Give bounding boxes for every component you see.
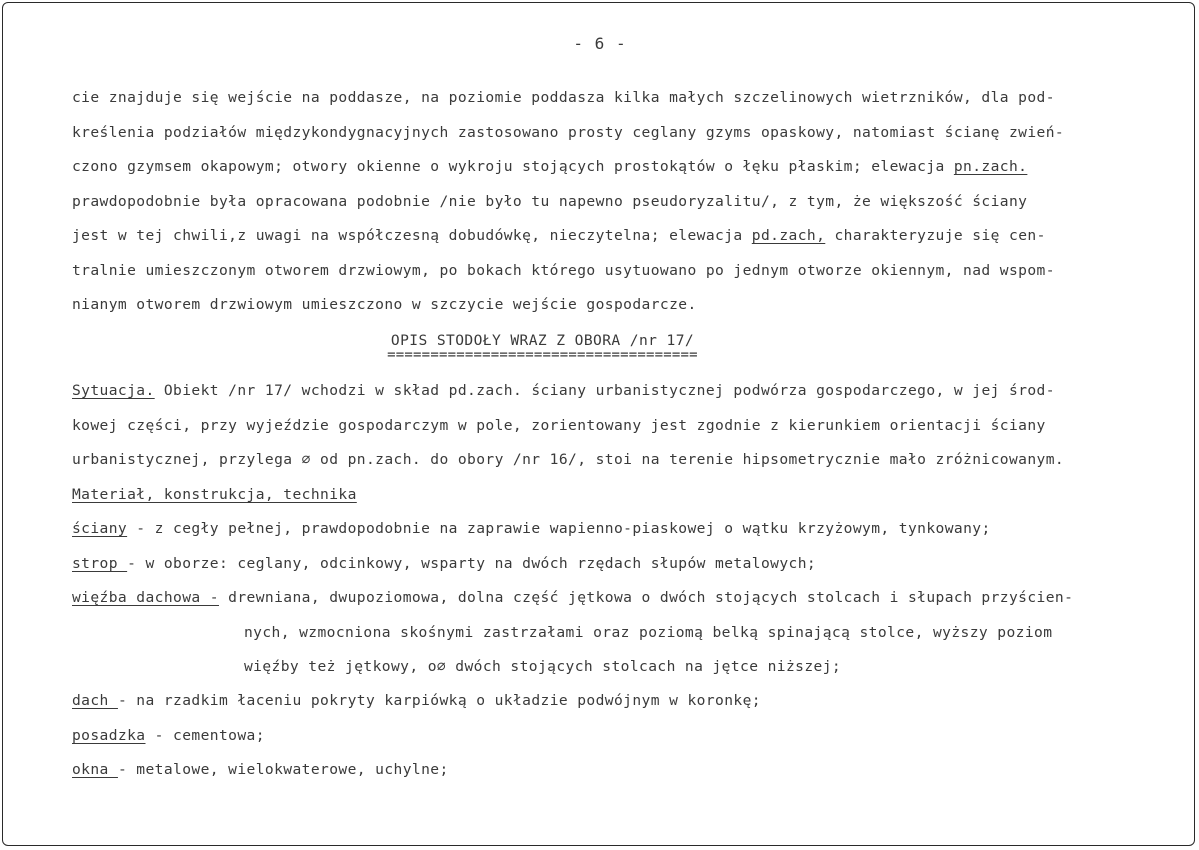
material-label: więźba dachowa - <box>72 589 219 606</box>
material-label: posadzka <box>72 727 146 744</box>
material-continuation: więźby też jętkowy, o⌀ dwóch stojących stolcach na jętce niższej; <box>244 658 842 675</box>
sytuacja-label: Sytuacja. <box>72 382 155 399</box>
material-text: - na rzadkim łaceniu pokryty karpiówką o układzie podwójnym w koronkę; <box>117 692 761 709</box>
material-item <box>72 555 816 572</box>
material-text: - metalowe, wielokwaterowe, uchylne; <box>117 761 449 778</box>
term-pd-zach: pd.zach, <box>751 227 826 244</box>
paragraph-line: prawdopodobnie była opracowana podobnie /nie było tu napewno pseudoryzalitu/, z tym, że większość ściany <box>72 193 1028 210</box>
paragraph-line <box>72 158 1027 175</box>
page-number: - 6 - <box>573 34 627 53</box>
material-label: okna <box>72 761 118 778</box>
material-label: dach <box>72 692 118 709</box>
material-item <box>72 520 991 537</box>
term-pn-zach: pn.zach. <box>953 158 1028 175</box>
material-item <box>72 692 761 709</box>
paragraph-line: nianym otworem drzwiowym umieszczono w szczycie wejście gospodarcze. <box>72 296 697 313</box>
sytuacja-line: kowej części, przy wyjeździe gospodarczym w pole, zorientowany jest zgodnie z kierunkiem orientacji ściany <box>72 417 1046 434</box>
material-label: strop <box>72 555 128 572</box>
material-label: ściany <box>72 520 128 537</box>
section-heading: OPIS STODOŁY WRAZ Z OBORA /nr 17/ <box>390 332 695 349</box>
paragraph-line-tail: charakteryzuje się cen- <box>825 227 1046 244</box>
material-text: - z cegły pełnej, prawdopodobnie na zaprawie wapienno-piaskowej o wątku krzyżowym, tynkowany; <box>127 520 991 537</box>
material-text: - cementowa; <box>145 727 265 744</box>
sytuacja-line <box>72 382 1055 399</box>
material-continuation: nych, wzmocniona skośnymi zastrzałami oraz poziomą belką spinającą stolce, wyższy poziom <box>244 624 1053 641</box>
paragraph-line <box>72 227 1046 244</box>
paragraph-line-text: jest w tej chwili,z uwagi na współczesną dobudówkę, nieczytelna; elewacja <box>72 227 743 244</box>
material-item <box>72 727 265 744</box>
material-text: - w oborze: ceglany, odcinkowy, wsparty na dwóch rzędach słupów metalowych; <box>127 555 817 572</box>
paragraph-line-text: czono gzymsem okapowym; otwory okienne o wykroju stojących prostokątów o łęku płaskim; elewacja <box>72 158 945 175</box>
sytuacja-line: urbanistycznej, przylega ⌀ od pn.zach. do obory /nr 16/, stoi na terenie hipsometrycznie mało zróżnicowanym. <box>72 451 1065 468</box>
sytuacja-text: Obiekt /nr 17/ wchodzi w skład pd.zach. ściany urbanistycznej podwórza gospodarczego, w jej środ- <box>154 382 1055 399</box>
heading-rule: ==================================== <box>387 347 698 363</box>
paragraph-line: tralnie umieszczonym otworem drzwiowym, po bokach którego usytuowano po jednym otworze okiennym, nad wspom- <box>72 262 1055 279</box>
material-item <box>72 761 449 778</box>
material-item <box>72 589 1073 606</box>
paragraph-line: kreślenia podziałów międzykondygnacyjnych zastosowano prosty ceglany gzyms opaskowy, natomiast ścianę zwień- <box>72 124 1065 141</box>
material-heading: Materiał, konstrukcja, technika <box>72 486 357 503</box>
paragraph-line: cie znajduje się wejście na poddasze, na poziomie poddasza kilka małych szczelinowych wietrzników, dla pod- <box>72 89 1055 106</box>
material-text: drewniana, dwupoziomowa, dolna część jętkowa o dwóch stojących stolcach i słupach przyścien- <box>218 589 1074 606</box>
